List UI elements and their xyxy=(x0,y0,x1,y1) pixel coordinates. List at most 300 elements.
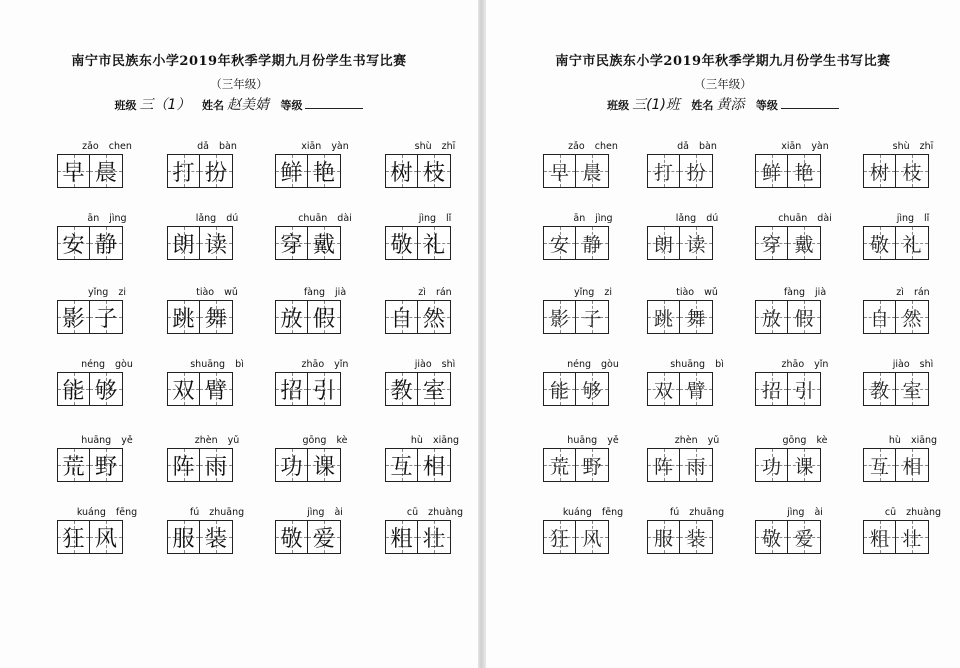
character: 爱 xyxy=(312,526,335,552)
word-item xyxy=(275,140,375,188)
pinyin-syllable: bì xyxy=(235,359,244,370)
pinyin-syllable: zǎo xyxy=(568,141,585,152)
pinyin-syllable: shuāng xyxy=(670,359,706,370)
rank-label: 等级 xyxy=(755,99,778,112)
character-box xyxy=(200,372,233,406)
tianzige-boxes xyxy=(275,300,375,334)
pinyin-syllable: ài xyxy=(814,507,823,518)
pinyin xyxy=(57,286,157,300)
character-box xyxy=(788,300,821,334)
character-box xyxy=(418,300,451,334)
character: 招 xyxy=(280,378,303,404)
character: 相 xyxy=(902,455,922,478)
pinyin xyxy=(647,212,747,226)
character-box xyxy=(418,154,451,188)
pinyin xyxy=(543,506,643,520)
pinyin xyxy=(167,140,267,154)
character: 鲜 xyxy=(761,161,781,184)
character-box xyxy=(167,448,200,482)
word-item xyxy=(57,434,157,482)
word-item xyxy=(167,506,267,554)
pinyin-syllable: néng xyxy=(81,359,106,370)
pinyin-syllable: bàn xyxy=(698,141,717,152)
word-item xyxy=(57,506,157,554)
pinyin-syllable: rán xyxy=(435,287,452,298)
pinyin-syllable: gōng xyxy=(782,435,807,446)
pinyin-syllable: shuāng xyxy=(190,359,226,370)
pinyin-syllable: ān xyxy=(87,213,100,224)
character-box xyxy=(57,372,90,406)
pinyin-syllable: yǔ xyxy=(227,435,240,446)
character: 能 xyxy=(549,379,569,402)
word-item xyxy=(755,358,855,406)
character: 放 xyxy=(280,306,303,332)
tianzige-boxes xyxy=(385,154,485,188)
right-worksheet-page xyxy=(486,0,960,668)
word-item xyxy=(755,286,855,334)
character: 臂 xyxy=(686,379,706,402)
tianzige-boxes xyxy=(275,448,375,482)
character-box xyxy=(576,154,609,188)
character: 自 xyxy=(869,307,889,330)
word-item xyxy=(167,212,267,260)
tianzige-boxes xyxy=(275,520,375,554)
word-item xyxy=(647,506,747,554)
tianzige-boxes xyxy=(385,520,485,554)
tianzige-boxes xyxy=(275,372,375,406)
character: 装 xyxy=(686,527,706,550)
pinyin-syllable: jìng xyxy=(787,507,805,518)
character: 爱 xyxy=(794,527,814,550)
character-box xyxy=(755,372,788,406)
character-box xyxy=(57,226,90,260)
character: 鲜 xyxy=(280,160,303,186)
pinyin-syllable: gōng xyxy=(302,435,327,446)
word-item xyxy=(755,140,855,188)
character: 树 xyxy=(869,161,889,184)
pinyin xyxy=(543,286,643,300)
pinyin-syllable: cū xyxy=(884,507,897,518)
word-item xyxy=(647,434,747,482)
right-page-title: 南宁市民族东小学2019年秋季学期九月份学生书写比赛 xyxy=(555,54,891,69)
left-page-grade: （三年级） xyxy=(210,77,268,91)
tianzige-boxes xyxy=(863,372,960,406)
class-label: 班级 xyxy=(607,99,630,112)
character: 课 xyxy=(312,454,335,480)
pinyin xyxy=(755,506,855,520)
character: 早 xyxy=(62,160,85,186)
character-box xyxy=(275,372,308,406)
character-box xyxy=(418,448,451,482)
pinyin-syllable: fàng xyxy=(783,287,806,298)
character: 打 xyxy=(653,161,673,184)
character: 课 xyxy=(794,455,814,478)
character: 够 xyxy=(94,378,117,404)
pinyin xyxy=(275,506,375,520)
word-item xyxy=(275,506,375,554)
character-box xyxy=(680,448,713,482)
character-box xyxy=(200,520,233,554)
pinyin xyxy=(57,434,157,448)
character: 影 xyxy=(62,306,85,332)
character-box xyxy=(385,154,418,188)
tianzige-boxes xyxy=(543,226,643,260)
word-item xyxy=(647,358,747,406)
character-box xyxy=(308,300,341,334)
character: 然 xyxy=(422,306,445,332)
tianzige-boxes xyxy=(647,520,747,554)
word-item xyxy=(863,140,960,188)
pinyin xyxy=(755,358,855,372)
tianzige-boxes xyxy=(57,226,157,260)
character-box xyxy=(418,372,451,406)
pinyin-syllable: gòu xyxy=(601,359,619,370)
pinyin-syllable: yě xyxy=(121,435,133,446)
pinyin-syllable: xiān xyxy=(301,141,322,152)
pinyin-syllable: chuān xyxy=(778,213,808,224)
character-box xyxy=(863,448,896,482)
character: 粗 xyxy=(869,527,889,550)
character: 雨 xyxy=(204,454,227,480)
pinyin-syllable: xiān xyxy=(781,141,802,152)
character: 舞 xyxy=(204,306,227,332)
tianzige-boxes xyxy=(863,226,960,260)
character-box xyxy=(385,226,418,260)
word-item xyxy=(543,358,643,406)
character: 读 xyxy=(686,233,706,256)
character-box xyxy=(863,520,896,554)
word-item xyxy=(863,358,960,406)
pinyin-syllable: jìng xyxy=(307,507,325,518)
pinyin xyxy=(275,212,375,226)
tianzige-boxes xyxy=(755,154,855,188)
word-item xyxy=(385,434,485,482)
character-box xyxy=(275,300,308,334)
character-box xyxy=(788,520,821,554)
character-box xyxy=(863,226,896,260)
character-box xyxy=(788,154,821,188)
pinyin xyxy=(57,212,157,226)
character-box xyxy=(576,226,609,260)
character: 阵 xyxy=(653,455,673,478)
character: 自 xyxy=(390,306,413,332)
word-item xyxy=(385,286,485,334)
character-box xyxy=(418,226,451,260)
pinyin-syllable: zhuàng xyxy=(428,507,464,518)
right-page-grade: （三年级） xyxy=(694,77,752,91)
character: 礼 xyxy=(422,232,445,258)
pinyin xyxy=(543,358,643,372)
tianzige-boxes xyxy=(543,448,643,482)
character: 野 xyxy=(94,454,117,480)
character-box xyxy=(680,372,713,406)
pinyin xyxy=(755,434,855,448)
character-box xyxy=(167,300,200,334)
character: 安 xyxy=(549,233,569,256)
character-box xyxy=(90,372,123,406)
class-label: 班级 xyxy=(114,99,137,112)
tianzige-boxes xyxy=(755,300,855,334)
pinyin-syllable: shù xyxy=(414,141,432,152)
character: 双 xyxy=(172,378,195,404)
pinyin-syllable: yǐn xyxy=(814,359,829,370)
character: 装 xyxy=(204,526,227,552)
pinyin-syllable: jìng xyxy=(418,213,437,224)
character: 假 xyxy=(312,306,335,332)
character: 跳 xyxy=(653,307,673,330)
pinyin xyxy=(385,434,485,448)
word-item xyxy=(57,286,157,334)
pinyin-syllable: bàn xyxy=(218,141,237,152)
character-box xyxy=(680,300,713,334)
tianzige-boxes xyxy=(167,520,267,554)
pinyin-syllable: chuān xyxy=(298,213,328,224)
character-box xyxy=(90,226,123,260)
tianzige-boxes xyxy=(543,154,643,188)
pinyin xyxy=(647,506,747,520)
pinyin xyxy=(647,358,747,372)
tianzige-boxes xyxy=(543,300,643,334)
character-box xyxy=(167,372,200,406)
tianzige-boxes xyxy=(385,448,485,482)
character-box xyxy=(200,300,233,334)
character: 相 xyxy=(422,454,445,480)
character-box xyxy=(896,372,929,406)
pinyin-syllable: jiào xyxy=(892,359,910,370)
character: 荒 xyxy=(62,454,85,480)
pinyin-syllable: dǎ xyxy=(677,141,689,152)
name-label: 姓名 xyxy=(201,99,224,112)
character-box xyxy=(543,300,576,334)
pinyin xyxy=(275,286,375,300)
rank-blank-line xyxy=(781,99,839,109)
character-box xyxy=(680,226,713,260)
tianzige-boxes xyxy=(863,154,960,188)
character-box xyxy=(90,448,123,482)
character: 朗 xyxy=(172,232,195,258)
name-value: 赵美婧 xyxy=(226,97,269,113)
character: 互 xyxy=(390,454,413,480)
word-item xyxy=(167,434,267,482)
character-box xyxy=(200,226,233,260)
pinyin xyxy=(275,358,375,372)
character: 室 xyxy=(422,378,445,404)
character: 互 xyxy=(869,455,889,478)
rank-label: 等级 xyxy=(280,99,303,112)
character: 子 xyxy=(94,306,117,332)
character: 引 xyxy=(794,379,814,402)
character: 能 xyxy=(62,378,85,404)
page-gutter xyxy=(478,0,486,668)
character-box xyxy=(90,300,123,334)
pinyin-syllable: fú xyxy=(669,507,680,518)
character-box xyxy=(755,448,788,482)
character: 穿 xyxy=(761,233,781,256)
character: 教 xyxy=(390,378,413,404)
pinyin xyxy=(647,140,747,154)
pinyin-syllable: fú xyxy=(189,507,200,518)
tianzige-boxes xyxy=(167,372,267,406)
character: 功 xyxy=(280,454,303,480)
character-box xyxy=(57,300,90,334)
pinyin-syllable: jìng xyxy=(595,213,613,224)
pinyin-syllable: yǔ xyxy=(707,435,720,446)
character: 室 xyxy=(902,379,922,402)
word-item xyxy=(57,358,157,406)
character: 壮 xyxy=(422,526,445,552)
pinyin-syllable: fēng xyxy=(601,507,624,518)
character: 粗 xyxy=(390,526,413,552)
character: 双 xyxy=(653,379,673,402)
character-box xyxy=(647,520,680,554)
pinyin-syllable: kuáng xyxy=(76,507,106,518)
pinyin-syllable: zǎo xyxy=(82,141,99,152)
pinyin-syllable: tiào xyxy=(676,287,695,298)
pinyin-syllable: cū xyxy=(406,507,419,518)
pinyin xyxy=(167,434,267,448)
tianzige-boxes xyxy=(57,154,157,188)
character-box xyxy=(308,520,341,554)
tianzige-boxes xyxy=(57,300,157,334)
pinyin-syllable: yàn xyxy=(811,141,829,152)
character-box xyxy=(543,448,576,482)
character-box xyxy=(57,154,90,188)
word-item xyxy=(647,212,747,260)
pinyin-syllable: lǎng xyxy=(195,213,217,224)
character: 朗 xyxy=(653,233,673,256)
character-box xyxy=(647,226,680,260)
pinyin-syllable: yàn xyxy=(331,141,349,152)
character: 放 xyxy=(761,307,781,330)
pinyin-syllable: zhèn xyxy=(674,435,698,446)
pinyin-syllable: dú xyxy=(706,213,719,224)
tianzige-boxes xyxy=(647,300,747,334)
character-box xyxy=(418,520,451,554)
pinyin-syllable: shì xyxy=(919,359,934,370)
character-box xyxy=(647,372,680,406)
pinyin-syllable: zhèn xyxy=(194,435,218,446)
pinyin xyxy=(57,506,157,520)
pinyin xyxy=(57,358,157,372)
pinyin-syllable: zi xyxy=(604,287,612,298)
character: 风 xyxy=(94,526,117,552)
character-box xyxy=(543,154,576,188)
pinyin-syllable: dǎ xyxy=(197,141,209,152)
word-item xyxy=(647,140,747,188)
character-box xyxy=(576,372,609,406)
character-box xyxy=(863,372,896,406)
character: 艳 xyxy=(312,160,335,186)
word-item xyxy=(755,506,855,554)
character: 功 xyxy=(761,455,781,478)
pinyin xyxy=(755,212,855,226)
word-item xyxy=(167,286,267,334)
tianzige-boxes xyxy=(543,372,643,406)
pinyin-syllable: bì xyxy=(715,359,724,370)
pinyin-syllable: zhī xyxy=(919,141,934,152)
word-item xyxy=(755,212,855,260)
character-box xyxy=(543,226,576,260)
character-box xyxy=(680,520,713,554)
pinyin xyxy=(385,140,485,154)
word-item xyxy=(167,140,267,188)
character-box xyxy=(275,448,308,482)
right-page-student-info xyxy=(486,94,960,114)
pinyin-syllable: lǐ xyxy=(446,213,452,224)
tianzige-boxes xyxy=(57,372,157,406)
pinyin-syllable: lǎng xyxy=(675,213,697,224)
character-box xyxy=(543,372,576,406)
tianzige-boxes xyxy=(385,372,485,406)
character-box xyxy=(275,520,308,554)
character-box xyxy=(275,226,308,260)
word-item xyxy=(57,140,157,188)
pinyin-syllable: ān xyxy=(573,213,586,224)
word-item xyxy=(755,434,855,482)
word-item xyxy=(57,212,157,260)
character-box xyxy=(896,448,929,482)
character-box xyxy=(896,520,929,554)
name-value: 黄添 xyxy=(716,97,745,113)
word-item xyxy=(275,286,375,334)
character-box xyxy=(863,300,896,334)
pinyin-syllable: zhuàng xyxy=(906,507,942,518)
character-box xyxy=(90,520,123,554)
character-box xyxy=(896,154,929,188)
character-box xyxy=(200,448,233,482)
pinyin xyxy=(167,506,267,520)
word-item xyxy=(275,358,375,406)
word-item xyxy=(385,506,485,554)
character-box xyxy=(647,448,680,482)
pinyin-syllable: zi xyxy=(118,287,126,298)
pinyin-syllable: kè xyxy=(336,435,348,446)
character: 艳 xyxy=(794,161,814,184)
character-box xyxy=(576,520,609,554)
character-box xyxy=(755,300,788,334)
pinyin-syllable: shì xyxy=(441,359,456,370)
character: 壮 xyxy=(902,527,922,550)
tianzige-boxes xyxy=(167,154,267,188)
left-page-student-info xyxy=(0,94,478,114)
pinyin-syllable: dài xyxy=(337,213,352,224)
rank-blank-line xyxy=(305,99,363,109)
word-item xyxy=(385,358,485,406)
character: 敬 xyxy=(280,526,303,552)
character-box xyxy=(788,372,821,406)
tianzige-boxes xyxy=(543,520,643,554)
character: 早 xyxy=(549,161,569,184)
word-item xyxy=(647,286,747,334)
pinyin xyxy=(385,286,485,300)
pinyin-syllable: zì xyxy=(418,287,426,298)
pinyin-syllable: gòu xyxy=(115,359,133,370)
character-box xyxy=(57,448,90,482)
pinyin-syllable: jià xyxy=(815,287,827,298)
tianzige-boxes xyxy=(755,448,855,482)
character: 戴 xyxy=(794,233,814,256)
character: 戴 xyxy=(312,232,335,258)
word-item xyxy=(863,506,960,554)
tianzige-boxes xyxy=(385,226,485,260)
character: 打 xyxy=(172,160,195,186)
class-value: 三（1） xyxy=(139,97,191,113)
pinyin-syllable: tiào xyxy=(196,287,215,298)
character: 服 xyxy=(172,526,195,552)
pinyin xyxy=(755,286,855,300)
pinyin-syllable: kuáng xyxy=(562,507,592,518)
character-box xyxy=(385,448,418,482)
